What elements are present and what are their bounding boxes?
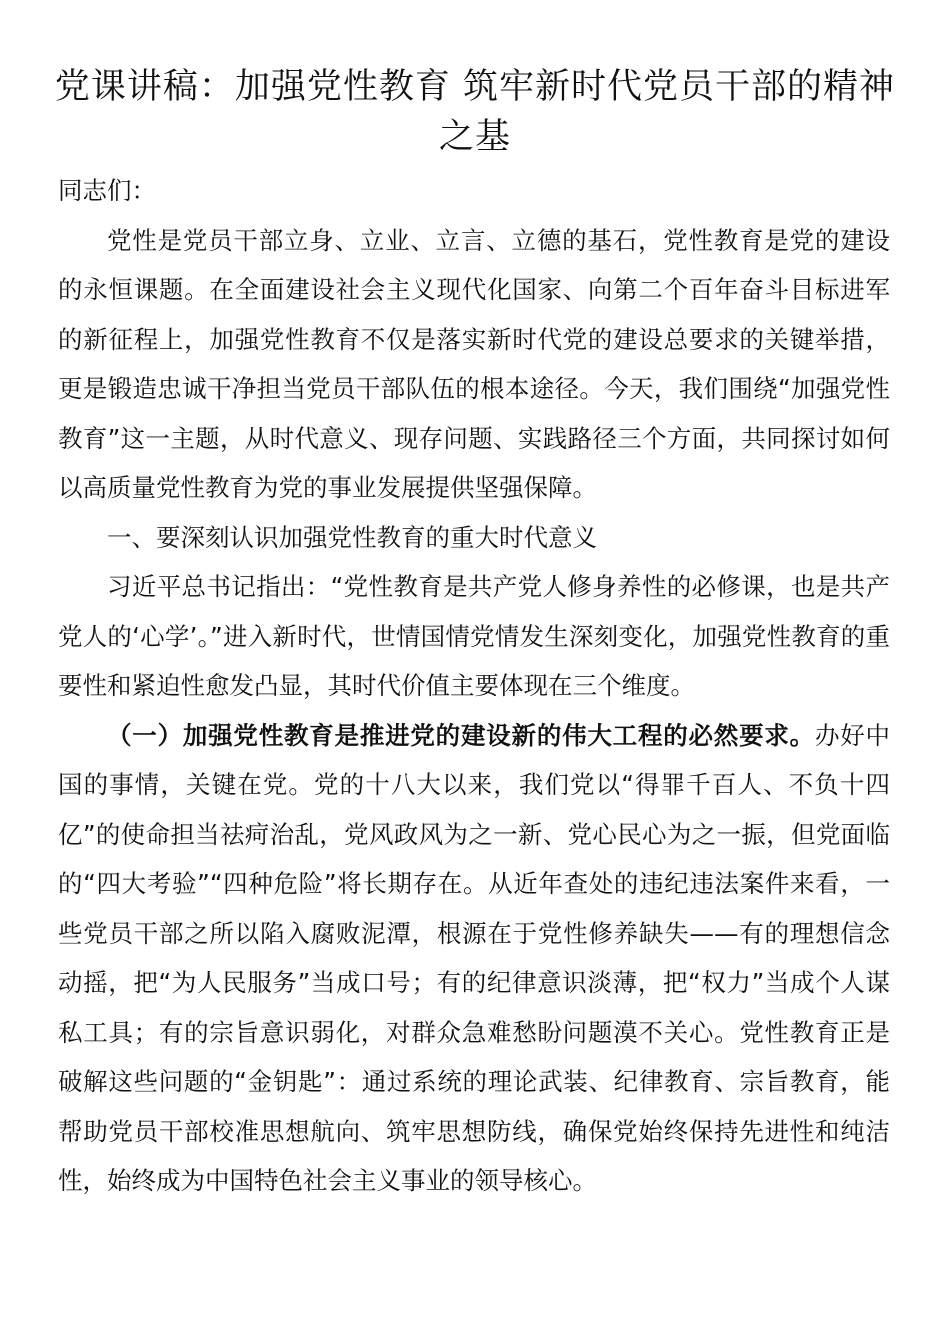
subsection-heading-1: （一）加强党性教育是推进党的建设新的伟大工程的必然要求。 [107, 720, 815, 750]
document-body [58, 166, 890, 1206]
section-heading-1: 一、要深刻认识加强党性教育的重大时代意义 [107, 522, 597, 552]
paragraph-quote: 习近平总书记指出：“党性教育是共产党人修身养性的必修课，也是共产党人的‘心学’。”进入新时代，世情国情党情发生深刻变化，加强党性教育的重要性和紧迫性愈发凸显，其时代价值主要体现在三个维度。 [58, 572, 890, 700]
document-title: 党课讲稿：加强党性教育 筑牢新时代党员干部的精神之基 [54, 67, 896, 157]
salutation: 同志们： [58, 176, 156, 205]
subsection-text-1: 办好中国的事情，关键在党。党的十八大以来，我们党以“得罪千百人、不负十四亿”的使命担当祛疴治乱，党风政风为之一新、党心民心为之一振，但党面临的“四大考验”“四种危险”将长期存在。从近年查处的违纪违法案件来看，一些党员干部之所以陷入腐败泥潭，根源在于党性修养缺失——有的理想信念动摇，把“为人民服务”当成口号；有的纪律意识淡薄，把“权力”当成个人谋私工具；有的宗旨意识弱化，对群众急难愁盼问题漠不关心。党性教育正是破解这些问题的“金钥匙”：通过系统的理论武装、纪律教育、宗旨教育，能帮助党员干部校准思想航向、筑牢思想防线，确保党始终保持先进性和纯洁性，始终成为中国特色社会主义事业的领导核心。 [58, 720, 891, 1195]
paragraph-intro: 党性是党员干部立身、立业、立言、立德的基石，党性教育是党的建设的永恒课题。在全面建设社会主义现代化国家、向第二个百年奋斗目标进军的新征程上，加强党性教育不仅是落实新时代党的建设总要求的关键举措，更是锻造忠诚干净担当党员干部队伍的根本途径。今天，我们围绕“加强党性教育”这一主题，从时代意义、现存问题、实践路径三个方面，共同探讨如何以高质量党性教育为党的事业发展提供坚强保障。 [58, 225, 890, 502]
subsection-1 [58, 711, 890, 1206]
